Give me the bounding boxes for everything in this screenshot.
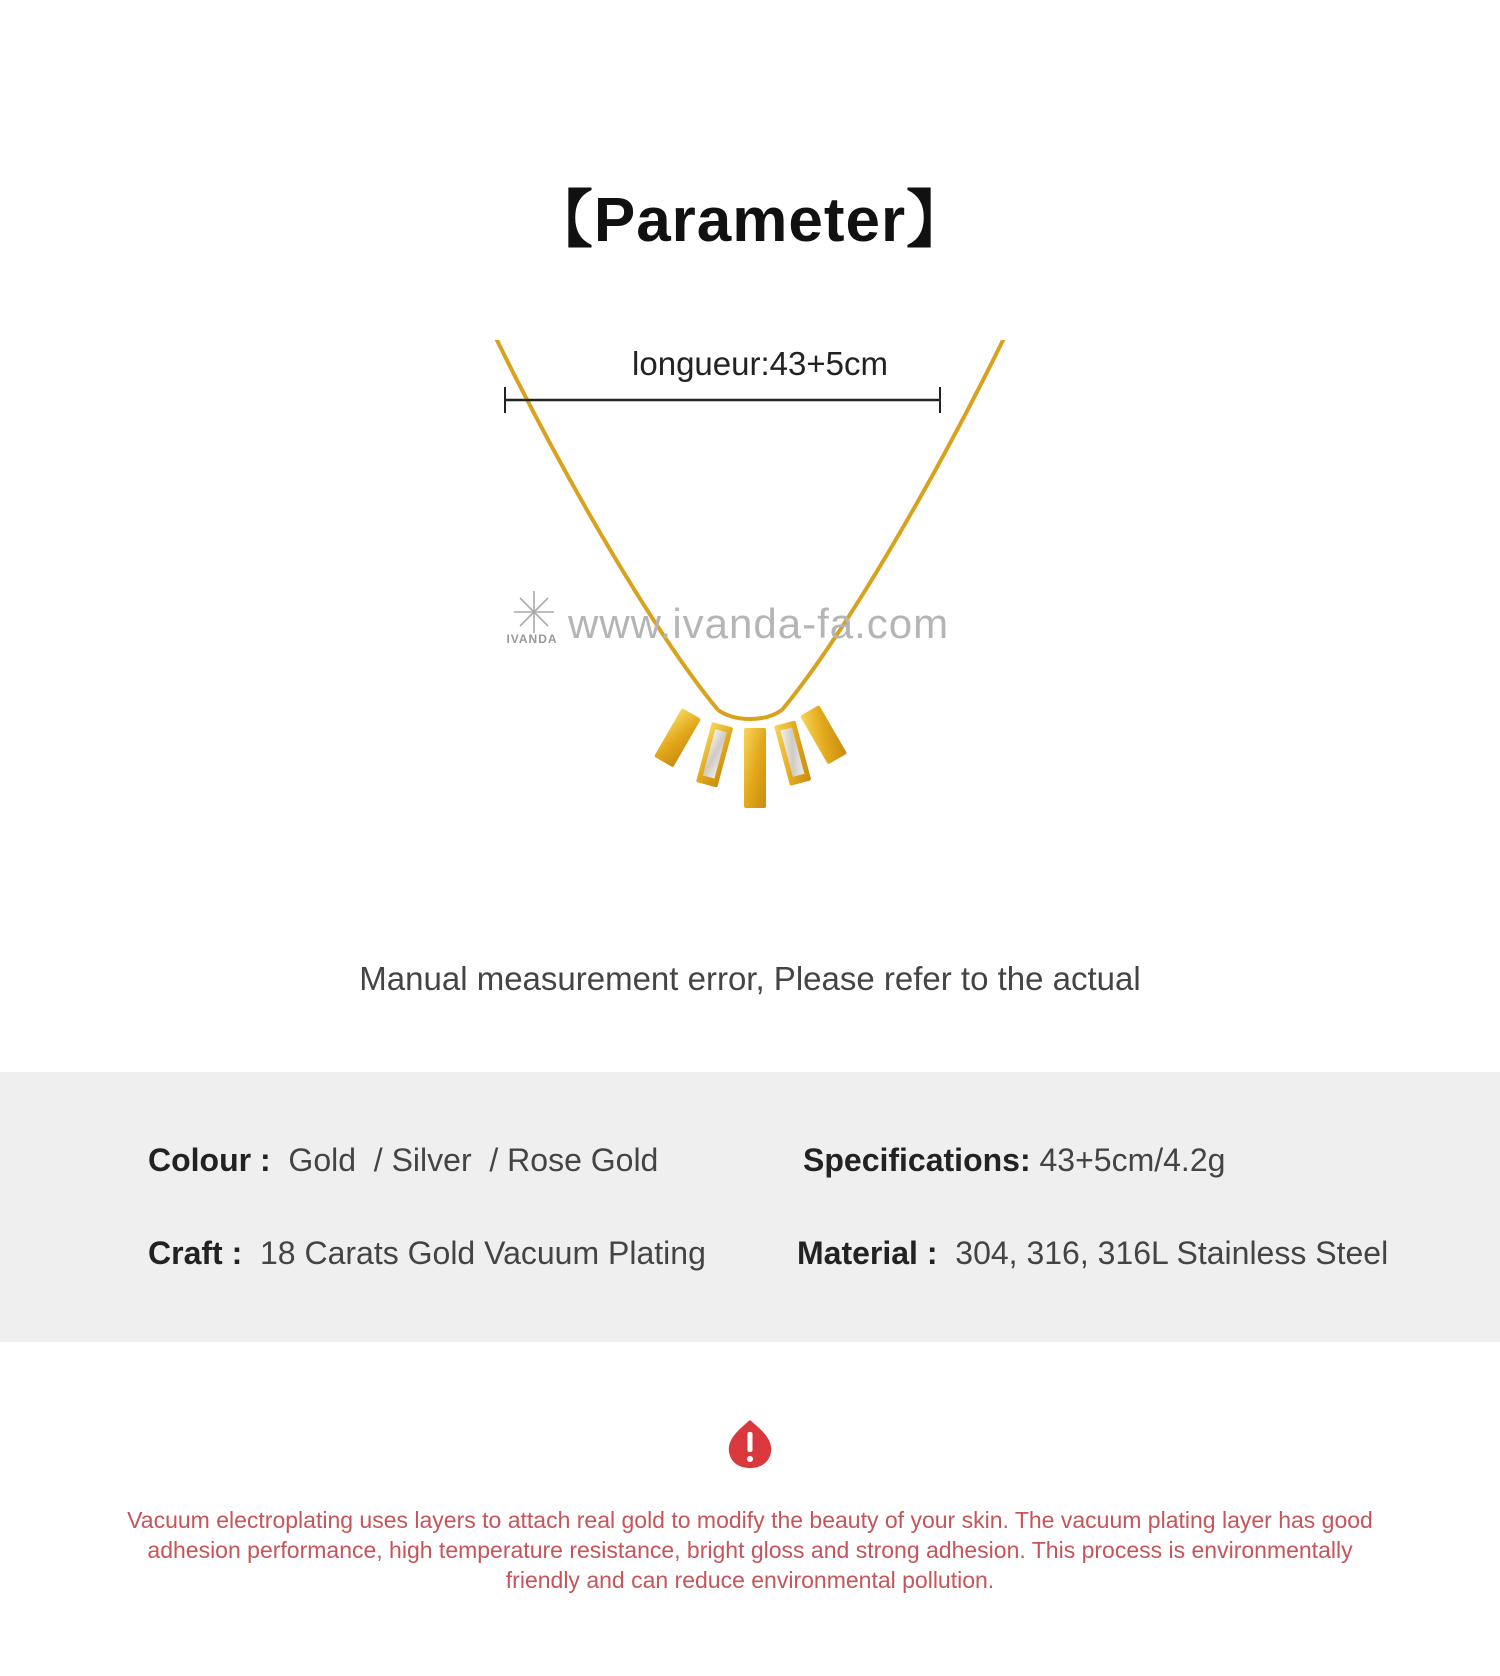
spec-colour-value: Gold / Silver / Rose Gold <box>288 1142 659 1178</box>
spec-panel <box>0 1072 1500 1342</box>
spec-material-label: Material : <box>797 1235 938 1271</box>
spec-material-value: 304, 316, 316L Stainless Steel <box>955 1235 1389 1271</box>
alert-icon <box>725 1418 775 1470</box>
measurement-note: Manual measurement error, Please refer to the actual <box>359 960 1141 997</box>
spec-craft-value: 18 Carats Gold Vacuum Plating <box>260 1235 706 1271</box>
page-title: 【Parameter】 <box>530 186 970 255</box>
spec-material <box>797 1235 1388 1272</box>
spec-specifications-value: 43+5cm/4.2g <box>1039 1142 1226 1178</box>
spec-colour <box>148 1142 658 1179</box>
plating-warning-text: Vacuum electroplating uses layers to attach real gold to modify the beauty of your skin. The vacuum plating layer has good adhesion performance, high temperature resistance, bright gloss and strong adhesion. This process is environmentally friendly and can reduce environmental pollution. <box>127 1507 1373 1593</box>
watermark-logo-text: IVANDA <box>506 632 558 646</box>
watermark-url: www.ivanda-fa.com <box>568 600 950 647</box>
spec-specifications-label: Specifications: <box>803 1142 1031 1178</box>
spec-craft-label: Craft : <box>148 1235 243 1271</box>
spec-colour-label: Colour : <box>148 1142 271 1178</box>
spec-craft <box>148 1235 706 1272</box>
length-label: longueur:43+5cm <box>632 345 888 382</box>
spec-specifications <box>803 1142 1225 1179</box>
